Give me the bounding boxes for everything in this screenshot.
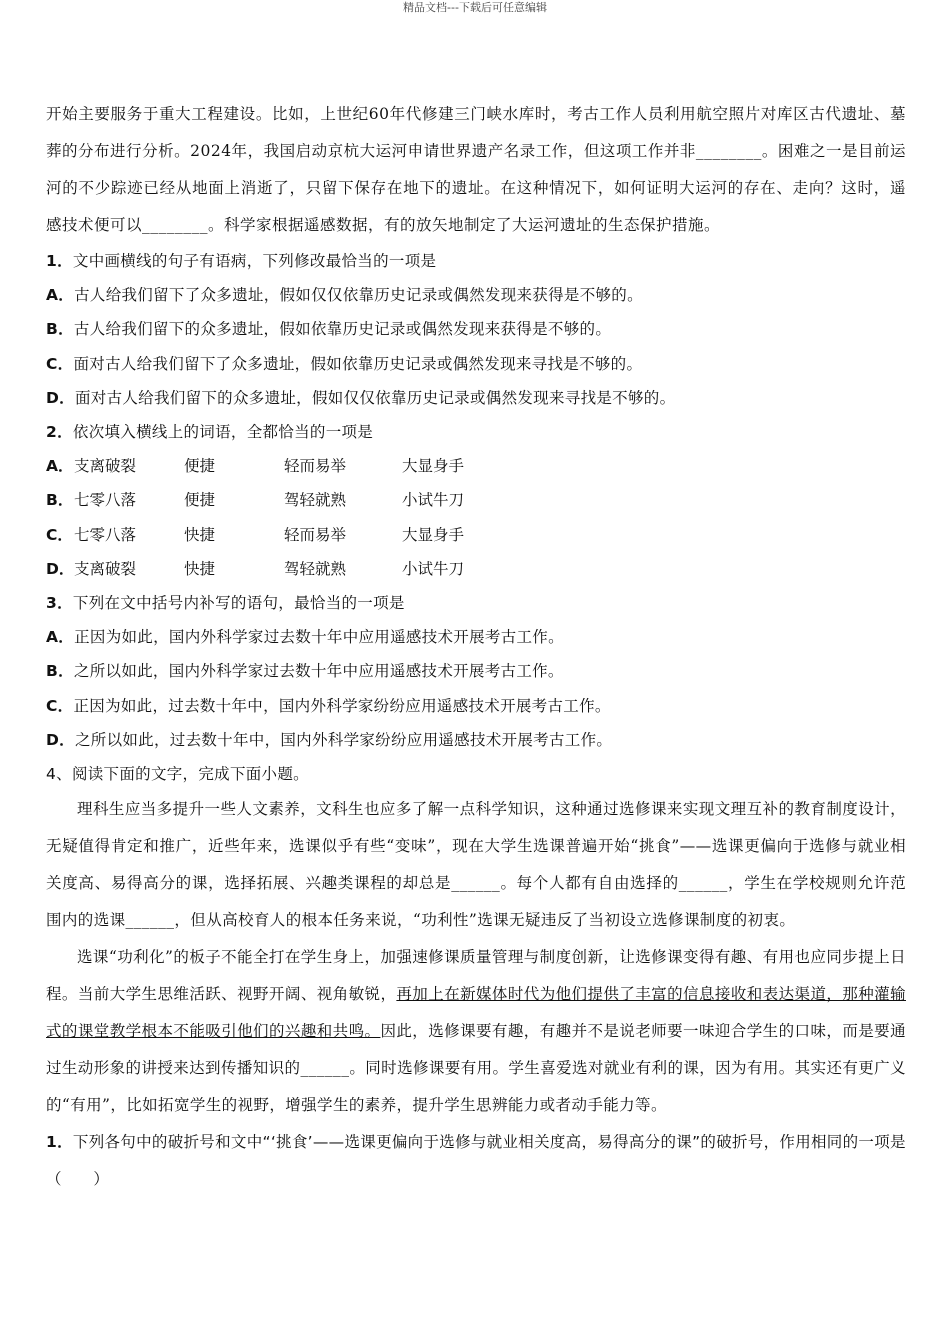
question-4-intro: 4、阅读下面的文字，完成下面小题。 [46, 765, 309, 784]
question-2-option-b: B． 七零八落 便捷 驾轻就熟 小试牛刀 [46, 491, 465, 510]
passage-1: 开始主要服务于重大工程建设。比如，上世纪60年代修建三门峡水库时，考古工作人员利用航空照片对库区古代遗址、墓葬的分布进行分析。2024年，我国启动京杭大运河申请世界遗产名录工作，但这项工作并非________。困难之一是目前运河的不少踪迹已经从地面上消逝了，只留下保存在地下的遗址。在这种情况下，如何证明大运河的存在、走向？这时，遥感技术便可以________。科学家根据遥感数据，有的放矢地制定了大运河遗址的生态保护措施。 [46, 105, 906, 234]
question-3-stem: 3．下列在文中括号内补写的语句，最恰当的一项是 [46, 594, 405, 613]
document-body [46, 96, 906, 1198]
question-number: 1． [46, 1133, 73, 1152]
question-1-option-d: D．面对古人给我们留下的众多遗址，假如仅仅依靠历史记录或偶然发现来寻找是不够的。 [46, 388, 676, 407]
question-number: 1． [46, 252, 73, 270]
question-3-option-b: B．之所以如此，国内外科学家过去数十年中应用遥感技术开展考古工作。 [46, 662, 564, 681]
question-2-option-d: D． 支离破裂 快捷 驾轻就熟 小试牛刀 [46, 559, 465, 578]
sub-question-1: 1．下列各句中的破折号和文中“‘挑食’——选课更偏向于选修与就业相关度高，易得高分的课”的破折号，作用相同的一项是（ ） [46, 1133, 906, 1189]
question-1-option-a: A．古人给我们留下了众多遗址，假如仅仅依靠历史记录或偶然发现来获得是不够的。 [46, 286, 643, 305]
underlined-sentence: 再加上在新媒体时代为他们提供了丰富的信息接收和表达渠道，那种灌输式的课堂教学根本不能吸引他们的兴趣和共鸣。 [46, 985, 906, 1041]
question-number: 2． [46, 423, 73, 442]
question-2-option-c: C． 七零八落 快捷 轻而易举 大显身手 [46, 525, 465, 544]
question-3-option-c: C．正因为如此，过去数十年中，国内外科学家纷纷应用遥感技术开展考古工作。 [46, 696, 611, 715]
question-3 [46, 586, 906, 757]
reading-paragraph-2: 选课“功利化”的板子不能全打在学生身上，加强速修课质量管理与制度创新，让选修课变得有趣、有用也应同步提上日程。当前大学生思维活跃、视野开阔、视角敏锐，再加上在新媒体时代为他们提供了丰富的信息接收和表达渠道，那种灌输式的课堂教学根本不能吸引他们的兴趣和共鸣。因此，选修课要有趣，有趣并不是说老师要一味迎合学生的口味，而是要通过生动形象的讲授来达到传播知识的______。同时选修课要有用。学生喜爱选对就业有利的课，因为有用。其实还有更广义的“有用”，比如拓宽学生的视野，增强学生的素养，提升学生思辨能力或者动手能力等。 [46, 948, 906, 1115]
question-4 [46, 757, 906, 1198]
question-2-stem: 2．依次填入横线上的词语，全都恰当的一项是 [46, 423, 374, 442]
page-header: 精品文档---下载后可任意编辑 [403, 1, 547, 14]
question-1-option-c: C．面对古人给我们留下了众多遗址，假如依靠历史记录或偶然发现来寻找是不够的。 [46, 354, 643, 373]
question-3-option-d: D．之所以如此，过去数十年中，国内外科学家纷纷应用遥感技术开展考古工作。 [46, 730, 613, 749]
question-1-stem: 1．文中画横线的句子有语病，下列修改最恰当的一项是 [46, 252, 437, 270]
question-1 [46, 244, 906, 415]
question-2-option-a: A． 支离破裂 便捷 轻而易举 大显身手 [46, 457, 465, 476]
question-3-option-a: A．正因为如此，国内外科学家过去数十年中应用遥感技术开展考古工作。 [46, 628, 564, 647]
question-2 [46, 415, 906, 586]
question-1-option-b: B．古人给我们留下的众多遗址，假如依靠历史记录或偶然发现来获得是不够的。 [46, 320, 612, 339]
question-number: 3． [46, 594, 73, 613]
reading-paragraph-1: 理科生应当多提升一些人文素养，文科生也应多了解一点科学知识，这种通过选修课来实现文理互补的教育制度设计，无疑值得肯定和推广，近些年来，选课似乎有些“变味”，现在大学生选课普遍开始“挑食”——选课更偏向于选修与就业相关度高、易得高分的课，选择拓展、兴趣类课程的却总是______。每个人都有自由选择的______，学生在学校规则允许范围内的选课______，但从高校育人的根本任务来说，“功利性”选课无疑违反了当初设立选修课制度的初衷。 [46, 800, 906, 930]
